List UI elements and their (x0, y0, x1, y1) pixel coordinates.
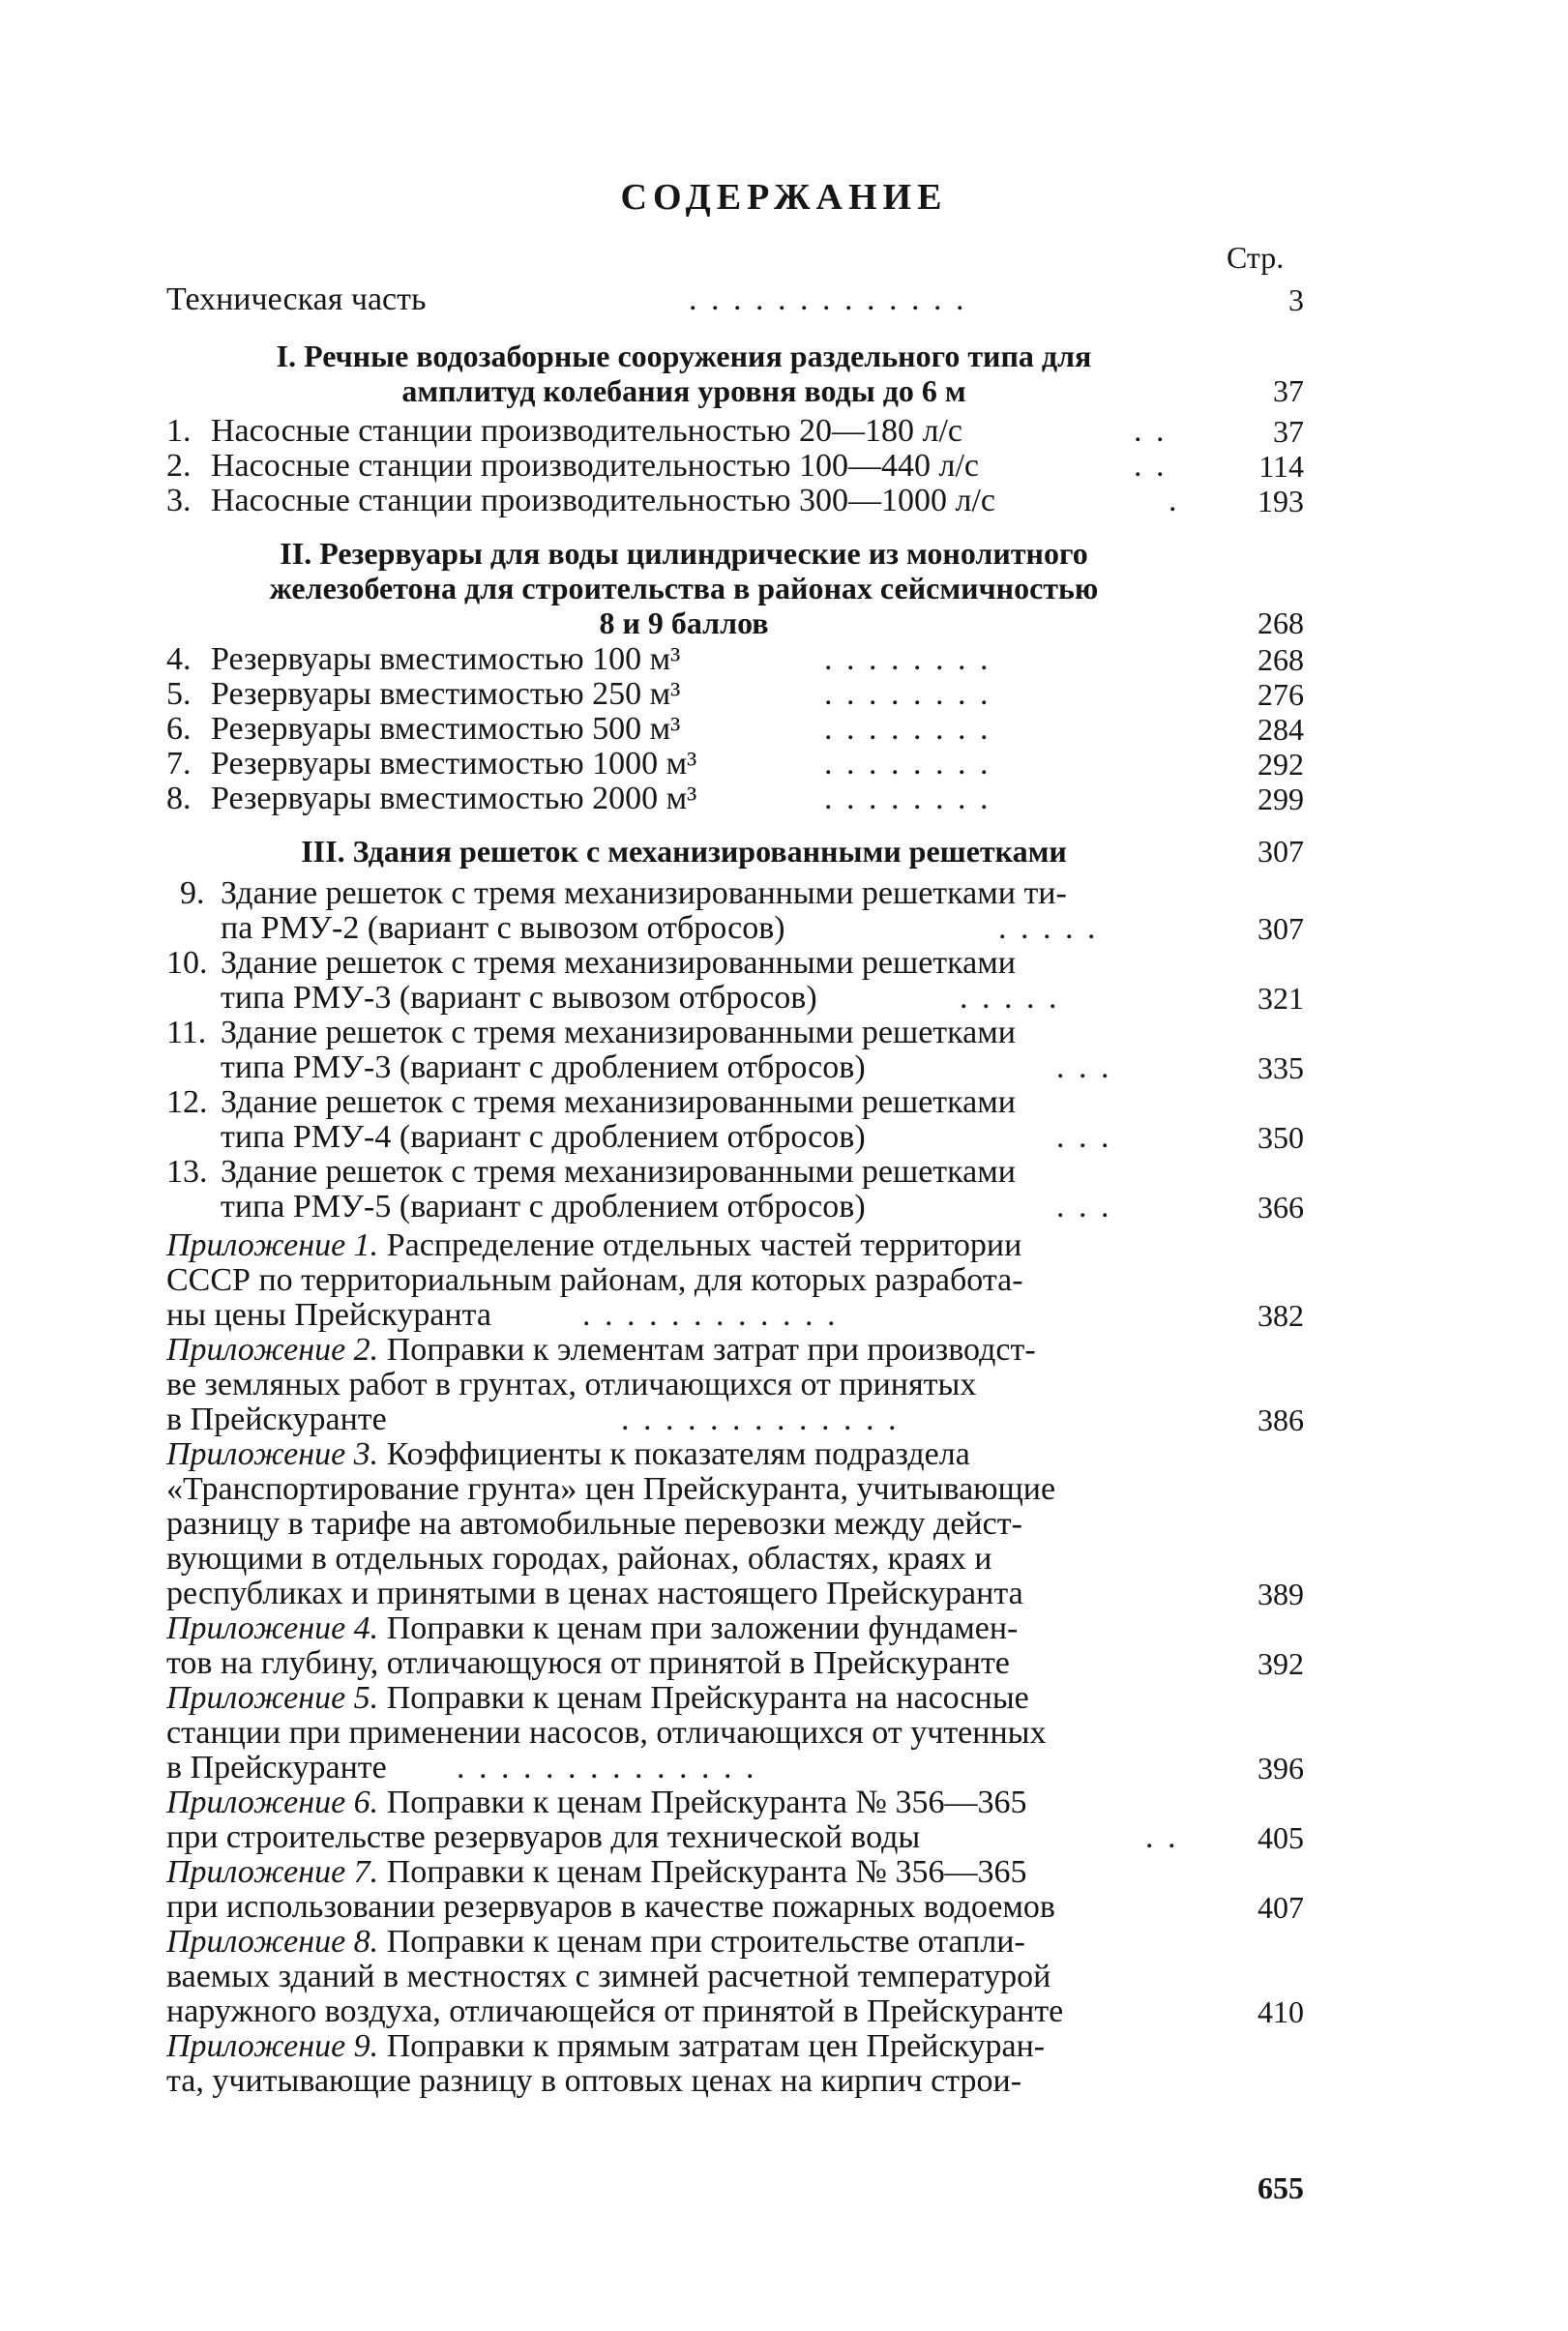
entry-page: 366 (1257, 1190, 1304, 1225)
entry-page: 350 (1257, 1120, 1304, 1155)
entry-page: 114 (1258, 449, 1304, 484)
entry-page: 37 (1273, 414, 1304, 449)
entry-text: Техническая часть (166, 281, 427, 317)
entry-page: 292 (1257, 747, 1304, 782)
appendix-7: Приложение 7. Поправки к ценам Прейскуранта № 356—365 при использовании резервуаров в качестве пожарных водоемов (166, 1854, 1055, 1925)
toc-entry-5: 5. Резервуары вместимостью 250 м³ . . . . . . . . (166, 676, 991, 712)
appendix-5: Приложение 5. Поправки к ценам Прейскуранта на насосные станции при применении насосов, отличающихся от учтенных в Прейскуранте . . . . . . . . . . . . . . (166, 1680, 1047, 1785)
entry-page: 299 (1257, 782, 1304, 816)
section-heading-2: II. Резервуары для воды цилиндрические из монолитного железобетона для строительства в районах сейсмичностью 8 и 9 баллов (269, 536, 1099, 640)
section-page: 37 (1273, 373, 1304, 408)
appendix-8: Приложение 8. Поправки к ценам при строительстве отапли- ваемых зданий в местностях с зимней расчетной температурой наружного воздуха, отличающейся от принятой в Прейскуранте (166, 1924, 1064, 2029)
toc-entry-3: 3. Насосные станции производительностью 300—1000 л/с . (166, 483, 1180, 518)
leader-dots: . . . . . . . . . . . . . (689, 281, 967, 317)
appendix-4: Приложение 4. Поправки к ценам при заложении фундамен- тов на глубину, отличающуюся от принятой в Прейскуранте (166, 1610, 1019, 1681)
entry-page: 268 (1257, 642, 1304, 677)
appendix-2: Приложение 2. Поправки к элементам затрат при производст- ве земляных работ в грунтах, отличающихся от принятых в Прейскуранте . . . . . . . . . . . . . (166, 1332, 1036, 1437)
entry-page: 392 (1257, 1646, 1304, 1681)
toc-entry-7: 7. Резервуары вместимостью 1000 м³ . . . . . . . . (166, 746, 991, 782)
toc-entry-8: 8. Резервуары вместимостью 2000 м³ . . . . . . . . (166, 781, 991, 816)
entry-page: 389 (1257, 1577, 1304, 1611)
section-page: 307 (1257, 834, 1304, 869)
entry-page: 284 (1257, 712, 1304, 747)
entry-page: 396 (1257, 1751, 1304, 1785)
toc-entry-9: 9. Здание решеток с тремя механизированными решетками ти- па РМУ-2 (вариант с вывозом отбросов) . . . . . (180, 875, 1099, 946)
toc-entry-intro (166, 282, 1211, 317)
section-page: 268 (1257, 605, 1304, 640)
entry-page: 3 (1288, 282, 1304, 317)
section-heading-3: III. Здания решеток с механизированными решетками (301, 834, 1067, 869)
entry-page: 407 (1257, 1890, 1304, 1925)
page-number: 655 (1257, 2170, 1304, 2205)
entry-page: 335 (1257, 1050, 1304, 1085)
page-column-header: Стр. (1227, 240, 1285, 275)
toc-entry-2: 2. Насосные станции производительностью 100—440 л/с . . (166, 448, 1168, 484)
toc-entry-13: 13. Здание решеток с тремя механизированными решетками типа РМУ-5 (вариант с дроблением отбросов) . . . (166, 1154, 1112, 1225)
entry-page: 307 (1257, 911, 1304, 946)
entry-page: 321 (1257, 981, 1304, 1016)
appendix-6: Приложение 6. Поправки к ценам Прейскуранта № 356—365 при строительстве резервуаров для технической воды . . (166, 1785, 1179, 1855)
entry-page: 405 (1257, 1820, 1304, 1855)
entry-page: 386 (1257, 1402, 1304, 1437)
toc-entry-4: 4. Резервуары вместимостью 100 м³ . . . . . . . . (166, 641, 991, 677)
entry-page: 276 (1257, 677, 1304, 712)
entry-page: 382 (1257, 1298, 1304, 1333)
toc-entry-1: 1. Насосные станции производительностью 20—180 л/с . . (166, 413, 1168, 449)
entry-page: 410 (1257, 1994, 1304, 2029)
page-title: СОДЕРЖАНИЕ (620, 177, 948, 218)
toc-entry-11: 11. Здание решеток с тремя механизированными решетками типа РМУ-3 (вариант с дроблением отбросов) . . . (166, 1015, 1112, 1085)
section-heading-1: I. Речные водозаборные сооружения раздельного типа для амплитуд колебания уровня воды до 6 м (276, 339, 1092, 408)
toc-entry-6: 6. Резервуары вместимостью 500 м³ . . . . . . . . (166, 711, 991, 747)
appendix-1: Приложение 1. Распределение отдельных частей территории СССР по территориальным районам, для которых разработа- ны цены Прейскуранта . . . . . . . . . . . . (166, 1227, 1023, 1333)
entry-page: 193 (1257, 484, 1304, 518)
toc-entry-12: 12. Здание решеток с тремя механизированными решетками типа РМУ-4 (вариант с дроблением отбросов) . . . (166, 1084, 1112, 1155)
appendix-9: Приложение 9. Поправки к прямым затратам цен Прейскуран- та, учитывающие разницу в оптовых ценах на кирпич строи- (166, 2028, 1046, 2099)
appendix-3: Приложение 3. Коэффициенты к показателям подраздела «Транспортирование грунта» цен Прейскуранта, учитывающие разницу в тарифе на автомобильные перевозки между дейст- вующими в отдельных городах, районах, областях, краях и республиках и принятыми в ценах настоящего Прейскуранта (166, 1436, 1056, 1611)
toc-entry-10: 10. Здание решеток с тремя механизированными решетками типа РМУ-3 (вариант с вывозом отбросов) . . . . . (166, 945, 1060, 1016)
